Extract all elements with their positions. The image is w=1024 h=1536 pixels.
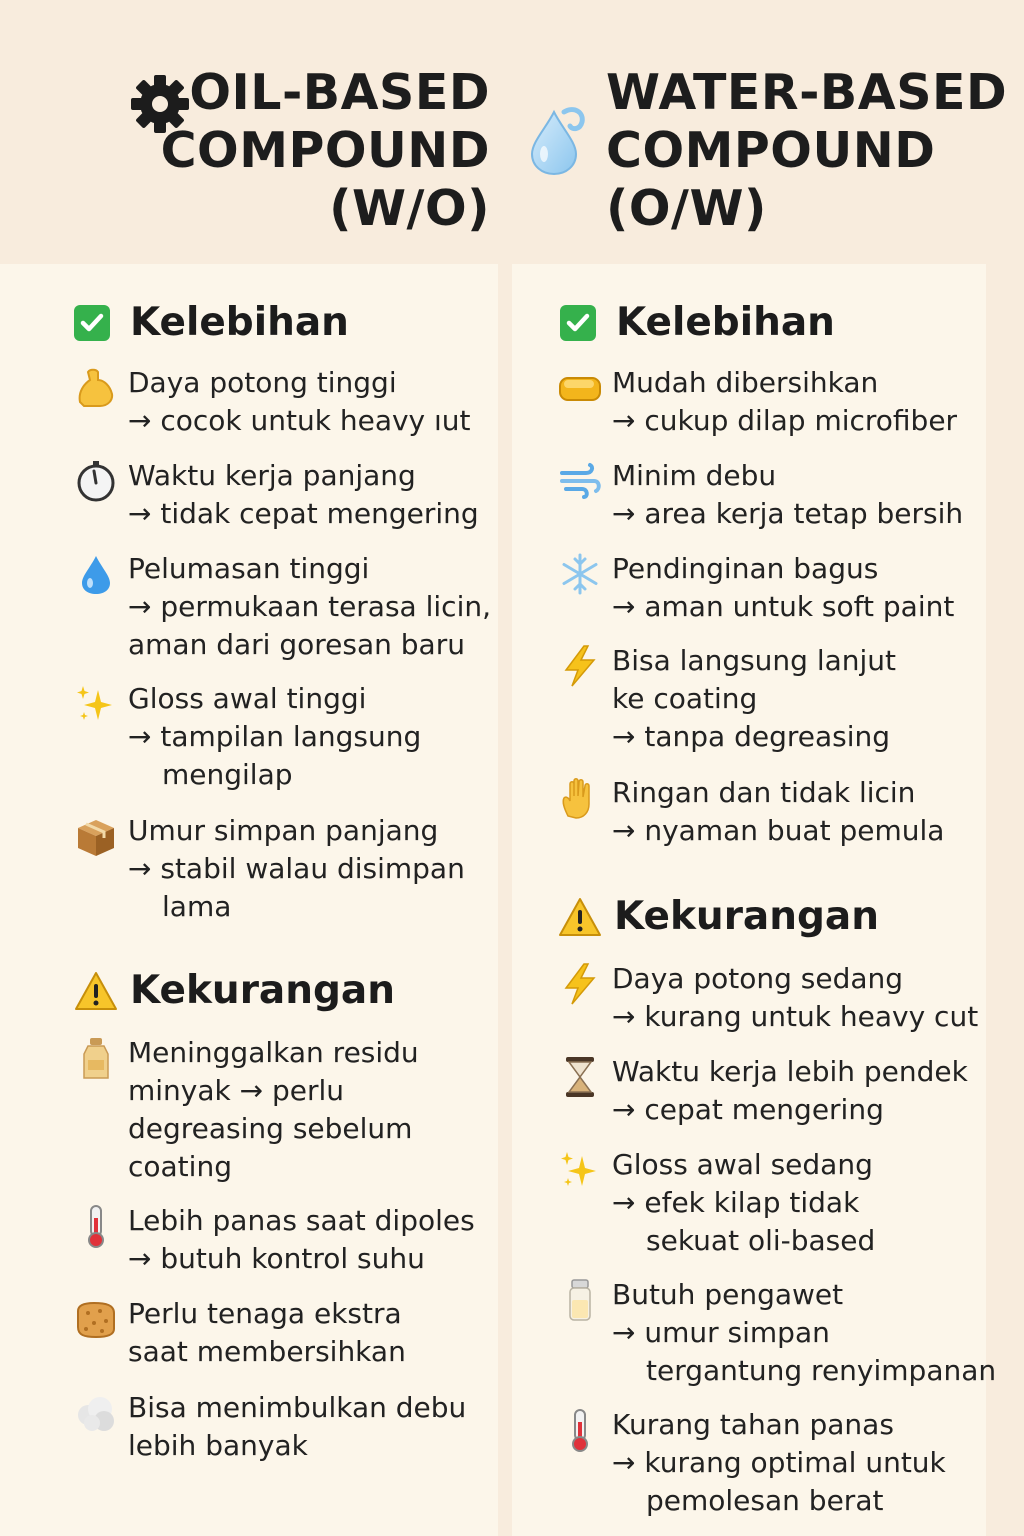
kekurangan-heading <box>558 894 879 939</box>
item-text: → tidak cepat mengering <box>128 497 479 530</box>
item-text: Daya potong sedang <box>612 962 904 995</box>
kelebihan-heading <box>74 300 349 345</box>
item-text: → permukaan terasa licin, <box>128 590 491 623</box>
oil-bottle-icon <box>74 1036 118 1080</box>
title-line: COMPOUND <box>606 122 936 179</box>
dust-cloud-icon <box>74 1391 118 1435</box>
jar-icon <box>558 1278 602 1322</box>
raised-hand-icon <box>558 776 602 820</box>
sparkles-icon <box>558 1148 602 1192</box>
title-line: OIL-BASED <box>189 64 490 121</box>
item-text: Waktu kerja lebih pendek <box>612 1055 968 1088</box>
item-text: degreasing sebelum <box>128 1112 413 1145</box>
item-text: Kurang tahan panas <box>612 1408 894 1441</box>
package-box-icon <box>74 814 118 858</box>
item-text: Minim debu <box>612 459 777 492</box>
sparkles-icon <box>74 682 118 726</box>
item-text: → kurang optimal untuk <box>612 1446 946 1479</box>
item-text: → cepat mengering <box>612 1093 884 1126</box>
title-line: WATER-BASED <box>606 64 1008 121</box>
item-text: → efek kilap tidak <box>612 1186 860 1219</box>
item-text: Butuh pengawet <box>612 1278 844 1311</box>
item-text: Gloss awal tinggi <box>128 682 367 715</box>
item-text: pemolesan berat <box>646 1484 884 1517</box>
item-text: → tampilan langsung <box>128 720 422 753</box>
item-text: lama <box>162 890 232 923</box>
flexed-biceps-icon <box>74 366 118 410</box>
item-text: → tanpa degreasing <box>612 720 891 753</box>
item-text: coating <box>128 1150 232 1183</box>
water-based-title <box>606 64 1007 238</box>
item-text: Pelumasan tinggi <box>128 552 370 585</box>
kelebihan-label: Kelebihan <box>616 300 835 345</box>
item-text: ke coating <box>612 682 758 715</box>
warning-icon <box>74 971 118 1011</box>
sponge-icon <box>74 1297 118 1341</box>
kekurangan-label: Kekurangan <box>614 894 880 939</box>
check-mark-icon <box>74 305 110 341</box>
wind-icon <box>558 459 602 503</box>
item-text: Umur simpan panjang <box>128 814 439 847</box>
soap-bar-icon <box>558 366 602 410</box>
item-text: tergantung renyimpanan <box>646 1354 997 1387</box>
water-based-panel <box>512 264 997 1536</box>
title-line: COMPOUND <box>160 122 490 179</box>
thermometer-icon <box>558 1408 602 1452</box>
item-text: → area kerja tetap bersih <box>612 497 964 530</box>
item-text: Waktu kerja panjang <box>128 459 416 492</box>
item-text: saat membersihkan <box>128 1335 406 1368</box>
kekurangan-heading <box>74 968 395 1013</box>
check-mark-icon <box>560 305 596 341</box>
item-text: → aman untuk soft paint <box>612 590 955 623</box>
item-text: lebih banyak <box>128 1429 308 1462</box>
item-text: aman dari goresan baru <box>128 628 465 661</box>
item-text: Gloss awal sedang <box>612 1148 873 1181</box>
title-line: (O/W) <box>606 180 767 237</box>
item-text: → cocok untuk heavy ıut <box>128 404 471 437</box>
hourglass-icon <box>558 1055 602 1099</box>
item-text: Lebih panas saat dipoles <box>128 1204 475 1237</box>
droplet-icon <box>74 552 118 596</box>
item-text: sekuat oli-based <box>646 1224 876 1257</box>
item-text: → umur simpan <box>612 1316 830 1349</box>
item-text: Daya potong tinggi <box>128 366 397 399</box>
thermometer-icon <box>74 1204 118 1248</box>
lightning-icon <box>558 644 602 688</box>
item-text: Bisa menimbulkan debu <box>128 1391 467 1424</box>
item-text: Perlu tenaga ekstra <box>128 1297 402 1330</box>
oil-based-title <box>161 64 490 238</box>
lightning-icon <box>558 962 602 1006</box>
item-text: → butuh kontrol suhu <box>128 1242 425 1275</box>
kelebihan-label: Kelebihan <box>130 300 349 345</box>
title-line: (W/O) <box>329 180 490 237</box>
kekurangan-label: Kekurangan <box>130 968 396 1013</box>
warning-icon <box>558 897 602 937</box>
header <box>0 60 1024 250</box>
item-text: Bisa langsung lanjut <box>612 644 897 677</box>
item-text: mengilap <box>162 758 293 791</box>
item-text: minyak → perlu <box>128 1074 345 1107</box>
item-text: Mudah dibersihkan <box>612 366 879 399</box>
item-text: → cukup dilap microfiber <box>612 404 958 437</box>
item-text: → kurang untuk heavy cut <box>612 1000 979 1033</box>
water-drop-icon <box>526 104 588 176</box>
stopwatch-icon <box>74 459 118 503</box>
kelebihan-heading <box>560 300 835 345</box>
item-text: → stabil walau disimpan <box>128 852 465 885</box>
oil-based-panel <box>0 264 498 1536</box>
item-text: Pendinginan bagus <box>612 552 879 585</box>
item-text: Meninggalkan residu <box>128 1036 419 1069</box>
item-text: → nyaman buat pemula <box>612 814 945 847</box>
snowflake-icon <box>558 552 602 596</box>
item-text: Ringan dan tidak licin <box>612 776 916 809</box>
